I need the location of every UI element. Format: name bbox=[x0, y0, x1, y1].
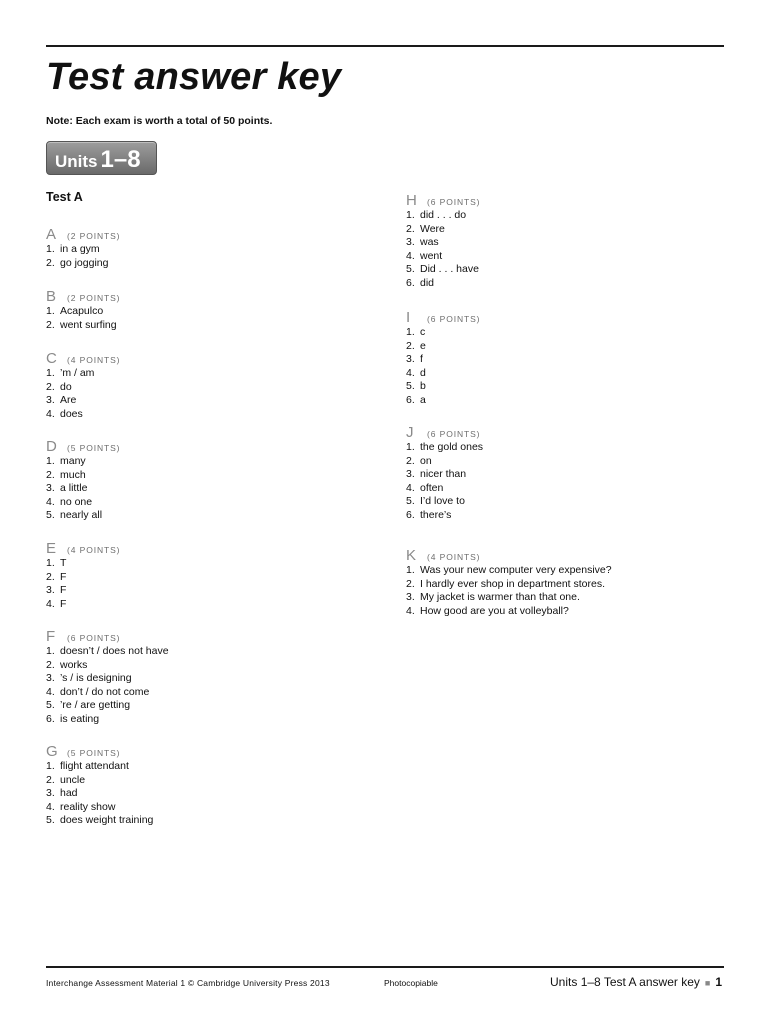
answer-number: 4. bbox=[46, 407, 55, 420]
answer-item bbox=[46, 686, 376, 700]
section-letter: C bbox=[46, 350, 57, 367]
section-letter: F bbox=[46, 628, 56, 645]
section-points: (6 POINTS) bbox=[427, 314, 481, 324]
answer-number: 6. bbox=[406, 508, 415, 521]
answer-number: 4. bbox=[46, 685, 55, 698]
footer-copyright: Interchange Assessment Material 1 © Cambridge University Press 2013 bbox=[46, 978, 330, 988]
answer-text: reality show bbox=[60, 800, 116, 813]
section-heading bbox=[406, 309, 736, 326]
answer-item bbox=[406, 441, 736, 455]
answer-item bbox=[46, 367, 376, 381]
bottom-rule bbox=[46, 966, 724, 968]
answer-text: many bbox=[60, 455, 86, 467]
answer-text: Was your new computer very expensive? bbox=[420, 564, 612, 576]
answer-item bbox=[46, 672, 376, 686]
answer-text: doesn’t / does not have bbox=[60, 645, 169, 657]
answer-number: 2. bbox=[46, 256, 55, 269]
answer-item bbox=[406, 591, 736, 605]
answer-text: no one bbox=[60, 495, 93, 508]
answer-number: 1. bbox=[46, 455, 55, 467]
answer-list bbox=[46, 760, 376, 828]
section-j bbox=[406, 424, 736, 523]
answer-item bbox=[46, 557, 376, 571]
section-points: (4 POINTS) bbox=[427, 552, 481, 562]
answer-item bbox=[46, 814, 376, 828]
answer-item bbox=[46, 774, 376, 788]
answer-number: 3. bbox=[406, 468, 415, 481]
answer-text: often bbox=[420, 481, 444, 494]
section-points: (2 POINTS) bbox=[67, 293, 121, 303]
answer-text: the gold ones bbox=[420, 441, 484, 453]
answer-list bbox=[46, 645, 376, 727]
answer-number: 4. bbox=[406, 481, 415, 494]
units-badge-range: 1–8 bbox=[100, 146, 141, 173]
answer-item bbox=[406, 236, 736, 250]
section-letter: H bbox=[406, 192, 417, 209]
answer-text: on bbox=[420, 454, 432, 467]
answer-text: is eating bbox=[60, 712, 100, 725]
section-points: (2 POINTS) bbox=[67, 231, 121, 241]
footer-bullet: ■ bbox=[704, 978, 711, 988]
answer-item bbox=[46, 394, 376, 408]
answer-number: 1. bbox=[46, 367, 55, 379]
answer-item bbox=[406, 468, 736, 482]
section-e bbox=[46, 540, 376, 611]
answer-text: Acapulco bbox=[60, 305, 104, 317]
answer-number: 1. bbox=[406, 326, 415, 338]
section-points: (4 POINTS) bbox=[67, 355, 121, 365]
answer-text: c bbox=[420, 326, 426, 338]
answer-number: 1. bbox=[406, 209, 415, 221]
answer-list bbox=[46, 243, 376, 270]
answer-number: 2. bbox=[46, 380, 55, 393]
answer-number: 6. bbox=[46, 712, 55, 725]
answer-text: Were bbox=[420, 222, 445, 235]
section-points: (6 POINTS) bbox=[427, 429, 481, 439]
answer-text: uncle bbox=[60, 773, 86, 786]
answer-number: 1. bbox=[406, 564, 415, 576]
answer-number: 5. bbox=[406, 263, 415, 276]
answer-number: 2. bbox=[406, 454, 415, 467]
answer-item bbox=[46, 659, 376, 673]
answer-text: much bbox=[60, 468, 86, 481]
answer-item bbox=[46, 319, 376, 333]
answer-text: ’s / is designing bbox=[60, 672, 132, 685]
footer-page-number: 1 bbox=[715, 975, 722, 989]
answer-text: in a gym bbox=[60, 243, 100, 255]
section-heading bbox=[46, 438, 376, 455]
section-points: (6 POINTS) bbox=[67, 633, 121, 643]
section-i bbox=[406, 309, 736, 408]
answer-list bbox=[46, 305, 376, 332]
answer-item bbox=[406, 495, 736, 509]
answer-text: don’t / do not come bbox=[60, 685, 150, 698]
answer-text: d bbox=[420, 366, 426, 379]
answer-item bbox=[46, 787, 376, 801]
answer-text: F bbox=[60, 570, 67, 583]
answer-item bbox=[406, 455, 736, 469]
answer-number: 2. bbox=[406, 222, 415, 235]
answer-text: nearly all bbox=[60, 509, 103, 522]
answer-number: 6. bbox=[406, 276, 415, 289]
answer-item bbox=[46, 455, 376, 469]
answer-text: F bbox=[60, 584, 67, 597]
answer-number: 5. bbox=[406, 495, 415, 508]
answer-number: 1. bbox=[46, 557, 55, 569]
section-points: (6 POINTS) bbox=[427, 197, 481, 207]
answer-item bbox=[406, 367, 736, 381]
section-heading bbox=[46, 226, 376, 243]
answer-item bbox=[46, 571, 376, 585]
answer-number: 4. bbox=[46, 495, 55, 508]
answer-item bbox=[46, 469, 376, 483]
answer-number: 3. bbox=[46, 482, 55, 495]
answer-list bbox=[46, 367, 376, 421]
answer-item bbox=[406, 578, 736, 592]
section-h bbox=[406, 192, 736, 291]
answer-text: f bbox=[420, 353, 423, 366]
answer-number: 1. bbox=[46, 305, 55, 317]
answer-text: works bbox=[60, 658, 88, 671]
answer-text: e bbox=[420, 339, 426, 352]
section-letter: D bbox=[46, 438, 57, 455]
section-heading bbox=[46, 743, 376, 760]
section-heading bbox=[46, 350, 376, 367]
answer-number: 2. bbox=[46, 773, 55, 786]
answer-number: 1. bbox=[46, 760, 55, 772]
answer-item bbox=[406, 263, 736, 277]
answer-item bbox=[406, 340, 736, 354]
answer-item bbox=[406, 509, 736, 523]
section-letter: J bbox=[406, 424, 414, 441]
answer-number: 3. bbox=[46, 672, 55, 685]
answer-text: ’re / are getting bbox=[60, 699, 131, 712]
section-letter: G bbox=[46, 743, 58, 760]
answer-number: 3. bbox=[406, 591, 415, 604]
section-letter: B bbox=[46, 288, 57, 305]
section-heading bbox=[406, 424, 736, 441]
units-badge bbox=[46, 141, 157, 175]
answer-text: did bbox=[420, 276, 435, 289]
answer-item bbox=[406, 223, 736, 237]
answer-text: went bbox=[420, 249, 443, 262]
answer-text: went surfing bbox=[60, 318, 117, 331]
answer-item bbox=[46, 257, 376, 271]
answer-text: ’m / am bbox=[60, 367, 95, 379]
section-points: (5 POINTS) bbox=[67, 443, 121, 453]
answer-list bbox=[406, 564, 736, 618]
answer-text: had bbox=[60, 787, 78, 800]
section-heading bbox=[46, 540, 376, 557]
answer-item bbox=[406, 277, 736, 291]
answer-number: 5. bbox=[46, 509, 55, 522]
answer-item bbox=[46, 760, 376, 774]
footer-title: Units 1–8 Test A answer key bbox=[550, 975, 700, 989]
answer-item bbox=[406, 353, 736, 367]
answer-number: 2. bbox=[46, 318, 55, 331]
answer-number: 3. bbox=[406, 353, 415, 366]
section-points: (5 POINTS) bbox=[67, 748, 121, 758]
answer-list bbox=[406, 441, 736, 523]
section-heading bbox=[406, 192, 736, 209]
answer-text: b bbox=[420, 380, 426, 393]
answer-number: 4. bbox=[406, 249, 415, 262]
units-badge-word: Units bbox=[55, 152, 98, 171]
answer-item bbox=[46, 509, 376, 523]
section-d bbox=[46, 438, 376, 523]
answer-number: 2. bbox=[406, 339, 415, 352]
answer-list bbox=[406, 326, 736, 408]
answer-text: T bbox=[60, 557, 67, 569]
answer-item bbox=[46, 645, 376, 659]
answer-number: 2. bbox=[46, 658, 55, 671]
answer-text: a bbox=[420, 393, 426, 406]
answer-text: there’s bbox=[420, 508, 452, 521]
answer-text: I hardly ever shop in department stores. bbox=[420, 577, 606, 590]
answer-item bbox=[46, 381, 376, 395]
section-g bbox=[46, 743, 376, 828]
answer-number: 1. bbox=[406, 441, 415, 453]
answer-number: 4. bbox=[406, 366, 415, 379]
answer-text: My jacket is warmer than that one. bbox=[420, 591, 580, 604]
answer-item bbox=[46, 584, 376, 598]
answer-item bbox=[46, 305, 376, 319]
answer-text: go jogging bbox=[60, 256, 109, 269]
section-letter: I bbox=[406, 309, 411, 326]
test-label: Test A bbox=[46, 190, 83, 204]
section-heading bbox=[46, 628, 376, 645]
answer-number: 2. bbox=[46, 570, 55, 583]
answer-text: was bbox=[420, 236, 439, 249]
answer-number: 2. bbox=[406, 577, 415, 590]
answer-item bbox=[406, 482, 736, 496]
answer-text: does weight training bbox=[60, 814, 154, 827]
answer-number: 5. bbox=[406, 380, 415, 393]
answer-number: 5. bbox=[46, 699, 55, 712]
answer-text: Are bbox=[60, 394, 77, 407]
answer-item bbox=[406, 394, 736, 408]
answer-number: 1. bbox=[46, 243, 55, 255]
answer-number: 5. bbox=[46, 814, 55, 827]
answer-item bbox=[46, 699, 376, 713]
answer-item bbox=[406, 605, 736, 619]
answer-number: 4. bbox=[46, 800, 55, 813]
answer-text: did . . . do bbox=[420, 209, 467, 221]
answer-item bbox=[46, 243, 376, 257]
answer-text: F bbox=[60, 597, 67, 610]
answer-list bbox=[46, 455, 376, 523]
answer-item bbox=[46, 482, 376, 496]
answer-number: 4. bbox=[46, 597, 55, 610]
page-title: Test answer key bbox=[46, 56, 342, 98]
section-c bbox=[46, 350, 376, 421]
section-a bbox=[46, 226, 376, 270]
answer-item bbox=[46, 496, 376, 510]
answer-item bbox=[46, 598, 376, 612]
section-heading bbox=[406, 547, 736, 564]
section-b bbox=[46, 288, 376, 332]
answer-number: 3. bbox=[406, 236, 415, 249]
answer-number: 3. bbox=[46, 584, 55, 597]
answer-number: 3. bbox=[46, 787, 55, 800]
section-points: (4 POINTS) bbox=[67, 545, 121, 555]
answer-text: flight attendant bbox=[60, 760, 129, 772]
answer-list bbox=[406, 209, 736, 291]
answer-item bbox=[406, 380, 736, 394]
answer-item bbox=[46, 713, 376, 727]
section-letter: K bbox=[406, 547, 417, 564]
answer-number: 3. bbox=[46, 394, 55, 407]
answer-text: How good are you at volleyball? bbox=[420, 604, 569, 617]
answer-item bbox=[406, 250, 736, 264]
section-f bbox=[46, 628, 376, 727]
section-letter: A bbox=[46, 226, 57, 243]
answer-number: 4. bbox=[406, 604, 415, 617]
answer-number: 6. bbox=[406, 393, 415, 406]
answer-item bbox=[406, 564, 736, 578]
answer-item bbox=[46, 408, 376, 422]
answer-text: do bbox=[60, 380, 72, 393]
points-note: Note: Each exam is worth a total of 50 points. bbox=[46, 115, 273, 127]
section-k bbox=[406, 547, 736, 618]
footer-photocopiable: Photocopiable bbox=[384, 978, 438, 988]
answer-item bbox=[406, 326, 736, 340]
section-letter: E bbox=[46, 540, 57, 557]
answer-number: 2. bbox=[46, 468, 55, 481]
answer-number: 1. bbox=[46, 645, 55, 657]
answer-text: does bbox=[60, 407, 83, 420]
section-heading bbox=[46, 288, 376, 305]
footer-page-label bbox=[550, 975, 722, 989]
answer-text: nicer than bbox=[420, 468, 467, 481]
top-rule bbox=[46, 45, 724, 47]
answer-text: Did . . . have bbox=[420, 263, 479, 276]
answer-item bbox=[46, 801, 376, 815]
answer-text: I’d love to bbox=[420, 495, 465, 508]
answer-list bbox=[46, 557, 376, 611]
answer-item bbox=[406, 209, 736, 223]
answer-text: a little bbox=[60, 482, 88, 495]
